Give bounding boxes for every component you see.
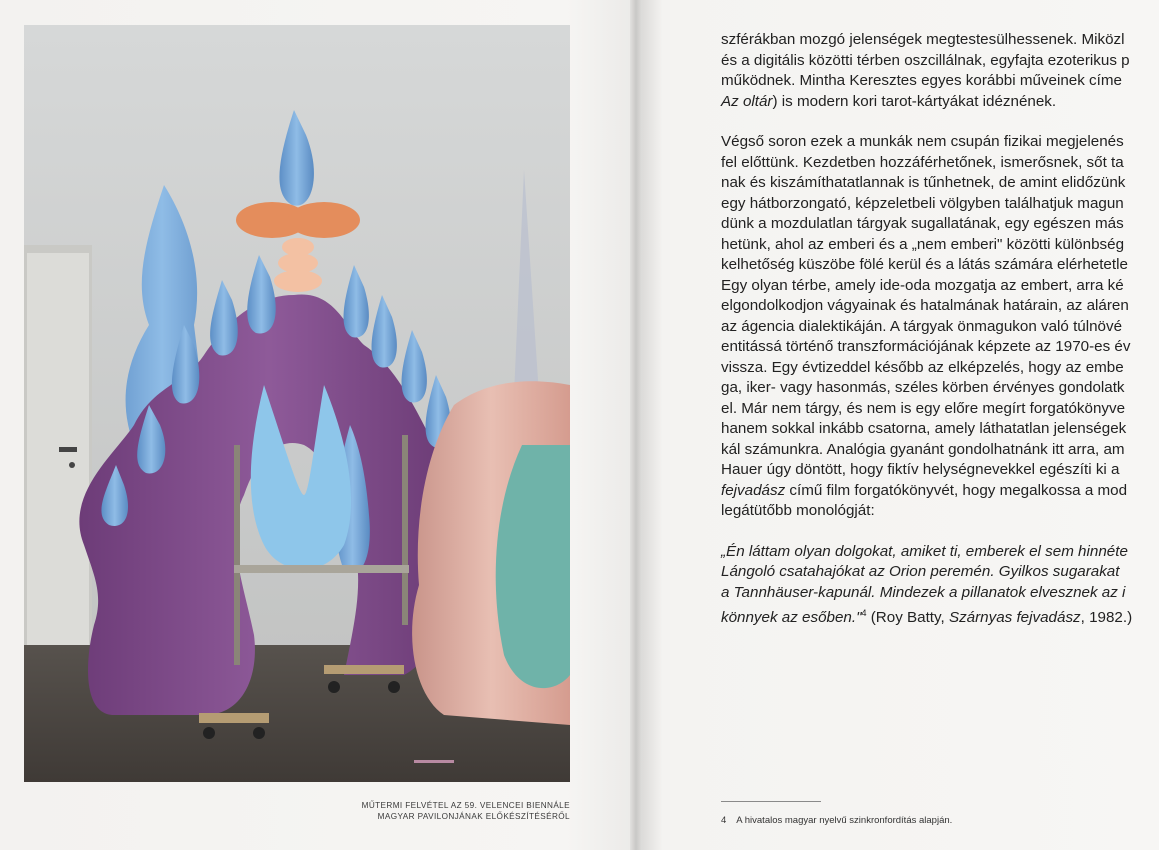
- book-gutter: [630, 0, 642, 850]
- text-line: és a digitális közötti térben oszcillálnak, egyfajta ezoterikus p: [721, 51, 1130, 69]
- text-line: entitássá történő transzformációjának képzete az 1970-es év: [721, 338, 1131, 355]
- text-line: az ágencia dialektikáján. A tárgyak önmagukon való túlnövé: [721, 317, 1123, 335]
- text-span: ) is modern kori tarot-kártyákat idéznének.: [772, 92, 1057, 110]
- caption-line: MŰTERMI FELVÉTEL AZ 59. VELENCEI BIENNÁLE: [361, 801, 570, 810]
- quote-line: [721, 603, 1159, 629]
- text-line: elgondolkodjon vágyainak és hatalmának határain, az aláren: [721, 297, 1129, 314]
- footnote-ref[interactable]: 4: [861, 608, 867, 618]
- text-line: dünk a mozdulatlan tárgyak sugallatának, egy egészen más: [721, 215, 1124, 232]
- studio-photo: [24, 25, 570, 782]
- text-line: el. Már nem tárgy, és nem is egy előre megírt forgatókönyve: [721, 399, 1126, 417]
- text-line: legátütőbb monológját:: [721, 502, 875, 519]
- text-line: Egy olyan térbe, amely ide-oda mozgatja az embert, arra ké: [721, 276, 1124, 294]
- quote-line: [721, 562, 1159, 583]
- text-line: Végső soron ezek a munkák nem csupán fizikai megjelenés: [721, 133, 1124, 150]
- text-line: Hauer úgy döntött, hogy fiktív helységnevekkel egészíti ki a: [721, 461, 1120, 478]
- text-line: kál számunkra. Analógia gyanánt gondolhatnánk itt arra, am: [721, 440, 1125, 458]
- italic-title: fejvadász: [721, 481, 786, 499]
- right-page: [642, 0, 1159, 850]
- text-line: működnek. Mintha Keresztes egyes korábbi műveinek címe: [721, 72, 1122, 89]
- text-line: szférákban mozgó jelenségek megtestesülhessenek. Miközl: [721, 31, 1125, 48]
- text-line: nak és kiszámíthatatlannak is tűnhetnek, de amint elidőzünk: [721, 174, 1126, 191]
- footnote-divider: [721, 801, 821, 802]
- text-span: (Roy Batty,: [866, 609, 949, 627]
- quote-text: Lángoló csatahajókat az Orion peremén. Gyilkos sugarakat: [721, 563, 1120, 580]
- text-line: [721, 481, 1159, 502]
- text-line: hanem sokkal inkább csatorna, amely láthatatlan jelenségek: [721, 420, 1127, 437]
- quote-text: „Én láttam olyan dolgokat, amiket ti, emberek el sem hinnéte: [721, 542, 1128, 560]
- text-line: [721, 92, 1159, 113]
- sculpture-image: [24, 25, 570, 782]
- text-line: vissza. Egy évtizeddel később az elképzelés, hogy az embe: [721, 358, 1124, 376]
- text-line: kelhetőség küszöbe fölé kerül és a látás számára elérhetetle: [721, 256, 1128, 273]
- text-line: hetünk, ahol az emberi és a „nem emberi" közötti különbség: [721, 235, 1125, 253]
- text-line: fel előttünk. Kezdetben hozzáférhetőnek, ismerősnek, sőt ta: [721, 153, 1124, 171]
- quote-line: [721, 583, 1159, 604]
- text-span: , 1982.): [1080, 609, 1133, 627]
- italic-title: Az oltár: [721, 92, 773, 110]
- footnote: [721, 815, 952, 826]
- text-line: ga, iker- vagy hasonmás, széles körben érvényes gondolatk: [721, 379, 1125, 396]
- photo-caption: [300, 800, 570, 822]
- footnote-number: 4: [721, 815, 727, 826]
- italic-title: Szárnyas fejvadász: [948, 609, 1081, 627]
- quote-text: a Tannhäuser-kapunál. Mindezek a pillanatok elvesznek az i: [721, 583, 1126, 601]
- body-text: [721, 30, 1159, 629]
- footnote-text: A hivatalos magyar nyelvű szinkronfordítás alapján.: [736, 815, 953, 826]
- paragraph-2: [721, 132, 1159, 522]
- quote-text: könnyek az esőben.": [721, 609, 862, 627]
- text-line: egy hátborzongató, képzeletbeli völgyben találhatjuk magun: [721, 194, 1124, 212]
- caption-line: MAGYAR PAVILONJÁNAK ELŐKÉSZÍTÉSÉRŐL: [377, 812, 570, 821]
- quote-line: [721, 542, 1159, 563]
- paragraph-1: [721, 30, 1159, 112]
- text-span: című film forgatókönyvét, hogy megalkossa a mod: [785, 481, 1128, 499]
- quote-block: [721, 542, 1159, 629]
